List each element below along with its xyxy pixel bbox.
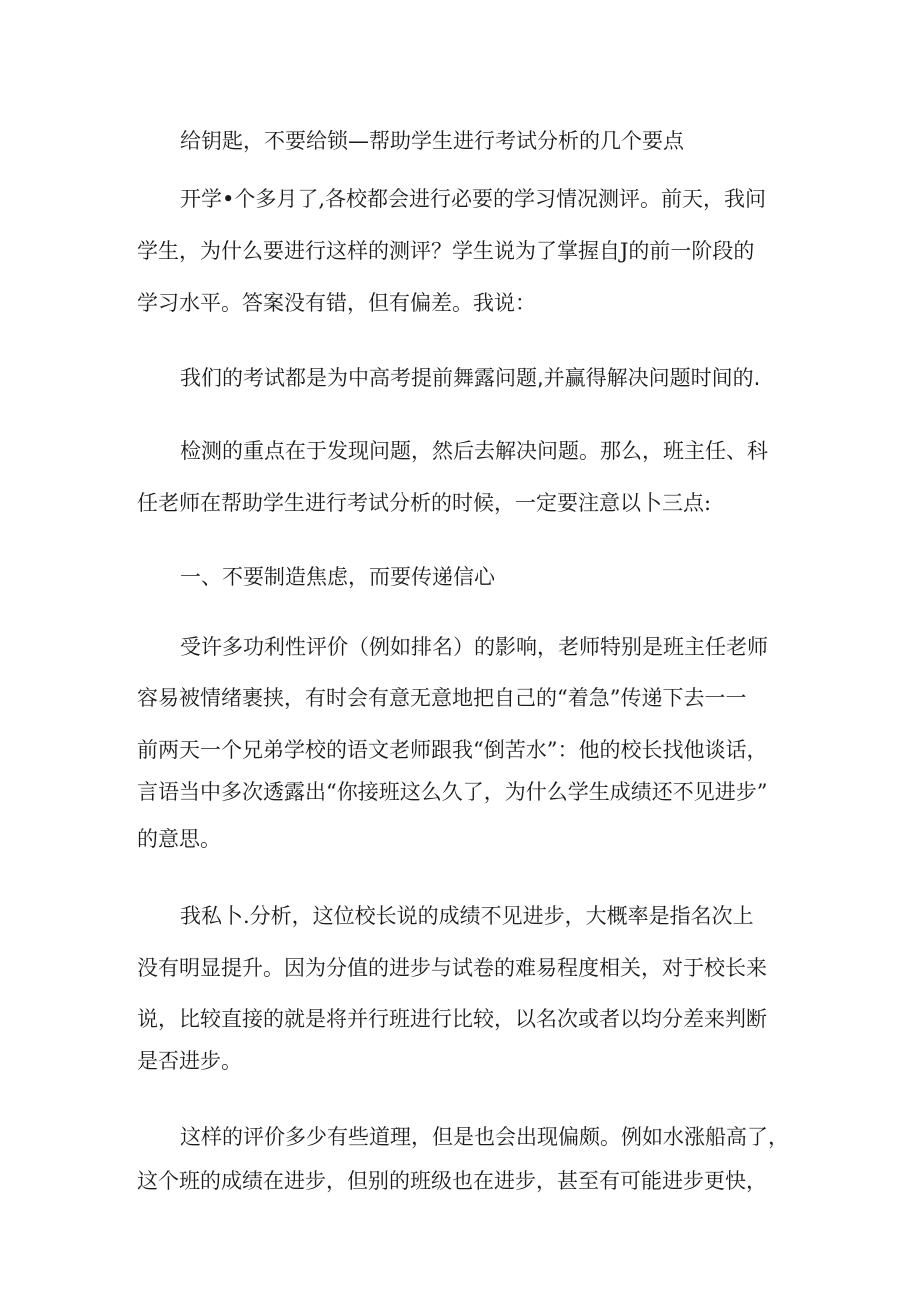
paragraph-5-line-2: 容易被情绪裹挟，有时会有意无意地把自己的“着急”传递下去一一 — [137, 686, 747, 710]
document-title: 给钥匙，不要给锁—帮助学生进行考试分析的几个要点 — [180, 129, 684, 153]
paragraph-5-line-3: 前两天一个兄弟学校的语文老师跟我“倒苦水”：他的校长找他谈话， — [137, 738, 768, 762]
paragraph-3-line-1: 检测的重点在于发现问题，然后去解决问题。那么，班主任、科 — [180, 439, 768, 463]
paragraph-5-line-5: 的意思。 — [137, 827, 221, 851]
paragraph-2-line-1: 我们的考试都是为中高考提前舞露问题,并赢得解决问题时间的. — [180, 366, 761, 390]
paragraph-5-line-4: 言语当中多次透露出“你接班这么久了，为什么学生成绩还不见进步” — [137, 780, 768, 804]
paragraph-1-line-1: 开学•个多月了,各校都会进行必要的学习情况测评。前天，我问 — [180, 187, 767, 211]
paragraph-5-line-1: 受许多功利性评价（例如排名）的影响，老师特别是班主任老师 — [180, 635, 768, 659]
paragraph-6-line-4: 是否进步。 — [137, 1049, 242, 1073]
section-heading-1: 一、不要制造焦虑，而要传递信心 — [180, 565, 495, 589]
paragraph-1-line-3: 学习水平。答案没有错，但有偏差。我说： — [137, 291, 536, 315]
paragraph-7-line-2: 这个班的成绩在进步，但别的班级也在进步，甚至有可能进步更快， — [137, 1169, 767, 1193]
paragraph-1-line-2: 学生，为什么要进行这样的测评？学生说为了掌握自J的前一阶段的 — [137, 239, 755, 263]
paragraph-6-line-2: 没有明显提升。因为分值的进步与试卷的难易程度相关，对于校长来 — [137, 956, 767, 980]
paragraph-6-line-3: 说，比较直接的就是将并行班进行比较，以名次或者以均分差来判断 — [137, 1007, 767, 1031]
paragraph-7-line-1: 这样的评价多少有些道理，但是也会出现偏颇。例如水涨船高了， — [180, 1125, 789, 1149]
paragraph-3-line-2: 任老师在帮助学生进行考试分析的时候，一定要注意以卜三点: — [137, 491, 712, 515]
paragraph-6-line-1: 我私卜.分析，这位校长说的成绩不见进步，大概率是指名次上 — [180, 904, 754, 928]
